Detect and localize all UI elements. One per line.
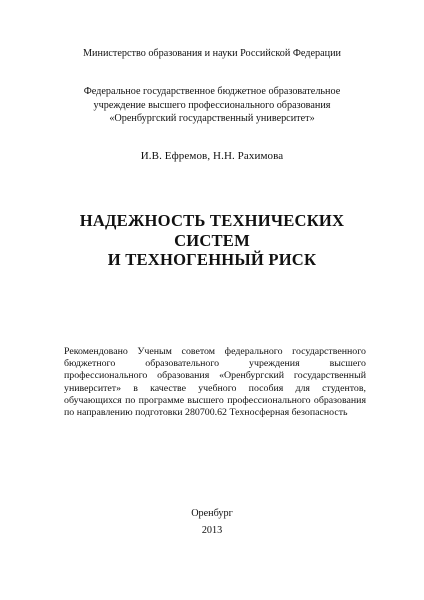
institution-block: [0, 85, 424, 126]
title-line-1: НАДЕЖНОСТЬ ТЕХНИЧЕСКИХ: [79, 211, 345, 230]
publication-year: 2013: [201, 525, 223, 536]
institution-line-1: Федеральное государственное бюджетное образовательное: [83, 86, 341, 97]
ministry-heading: Министерство образования и науки Российской Федерации: [82, 48, 341, 59]
document-title: [0, 211, 424, 270]
title-line-3: И ТЕХНОГЕННЫЙ РИСК: [107, 250, 317, 269]
institution-line-3: «Оренбургский государственный университет»: [109, 113, 315, 124]
authors: И.В. Ефремов, Н.Н. Рахимова: [140, 150, 284, 162]
institution-line-2: учреждение высшего профессионального образования: [93, 99, 331, 111]
title-line-2: СИСТЕМ: [174, 230, 250, 250]
publication-city: Оренбург: [191, 508, 233, 519]
recommendation-text: Рекомендовано Ученым советом федерального государственного бюджетного образовательного учреждения высшего профессионального образования «Оренбургский государственный университет» в качестве учебного пособия для студентов, обучающихся по программе высшего профессионального образования по направлению подготовки 280700.62 Техносферная безопасность: [64, 346, 366, 419]
